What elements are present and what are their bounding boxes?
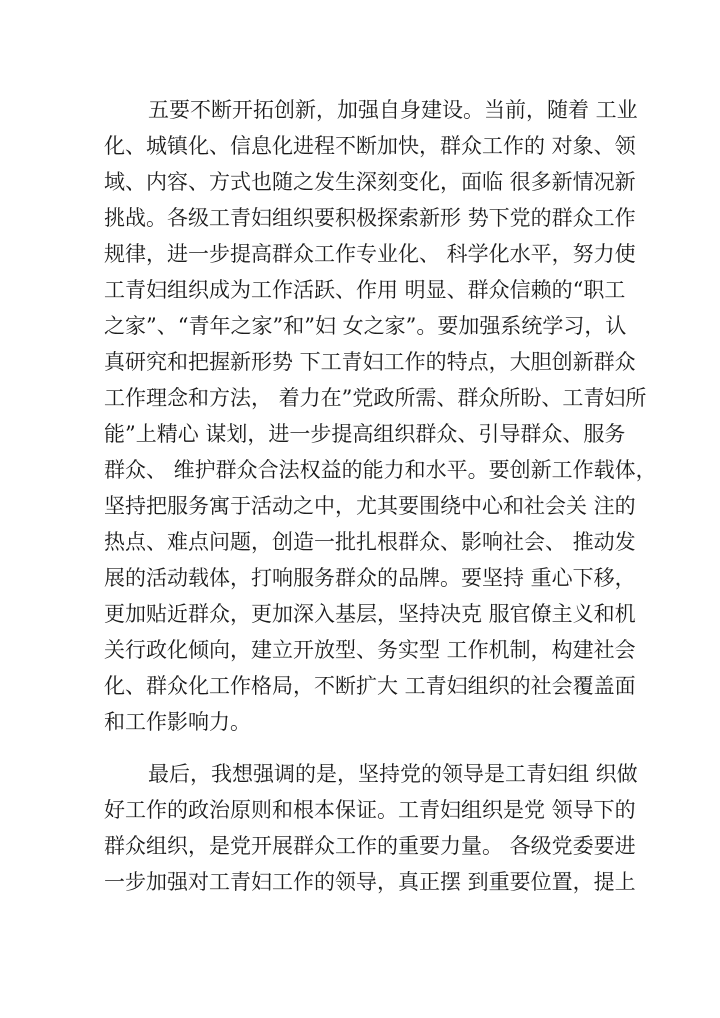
paragraph-line: 之家”、“青年之家”和”妇 女之家”。要加强系统学习，认 [104,314,627,338]
paragraph-line: 化、群众化工作格局，不断扩大 工青妇组织的社会覆盖面 [104,674,636,698]
paragraph-line: 真研究和把握新形势 下工青妇工作的特点，大胆创新群众 [104,350,636,374]
paragraph-line: 域、内容、方式也随之发生深刻变化，面临 很多新情况新 [104,170,636,194]
paragraph-line: 挑战。各级工青妇组织要积极探索新形 势下党的群众工作 [104,206,636,230]
paragraph-line: 热点、难点问题，创造一批扎根群众、影响社会、 推动发 [104,530,636,554]
paragraph-line: 工青妇组织成为工作活跃、作用 明显、群众信赖的“职工 [104,278,626,302]
paragraph-line: 关行政化倾向，建立开放型、务实型 工作机制，构建社会 [104,638,636,662]
paragraph-line: 工作理念和方法， 着力在”党政所需、群众所盼、工青妇所 [104,386,647,410]
paragraph-line: 和工作影响力。 [104,710,251,734]
paragraph-line: 更加贴近群众，更加深入基层，坚持决克 服官僚主义和机 [104,602,636,626]
paragraph-line: 能”上精心 谋划，进一步提高组织群众、引导群众、服务 [104,422,626,446]
paragraph-line: 五要不断开拓创新，加强自身建设。当前，随着 工业 [148,98,638,122]
paragraph-line: 规律，进一步提高群众工作专业化、 科学化水平，努力使 [104,242,636,266]
paragraph-line: 一步加强对工青妇工作的领导，真正摆 到重要位置，提上 [104,870,636,894]
paragraph-line: 最后，我想强调的是，坚持党的领导是工青妇组 织做 [148,762,638,786]
paragraph-line: 好工作的政治原则和根本保证。工青妇组织是党 领导下的 [104,798,636,822]
paragraph-line: 展的活动载体，打响服务群众的品牌。要坚持 重心下移， [104,566,636,590]
paragraph-line: 坚持把服务寓于活动之中，尤其要围绕中心和社会关 注的 [104,494,636,518]
paragraph-line: 群众组织，是党开展群众工作的重要力量。 各级党委要进 [104,834,636,858]
paragraph-line: 群众、 维护群众合法权益的能力和水平。要创新工作载体， [104,458,657,482]
paragraph-line: 化、城镇化、信息化进程不断加快，群众工作的 对象、领 [104,134,636,158]
